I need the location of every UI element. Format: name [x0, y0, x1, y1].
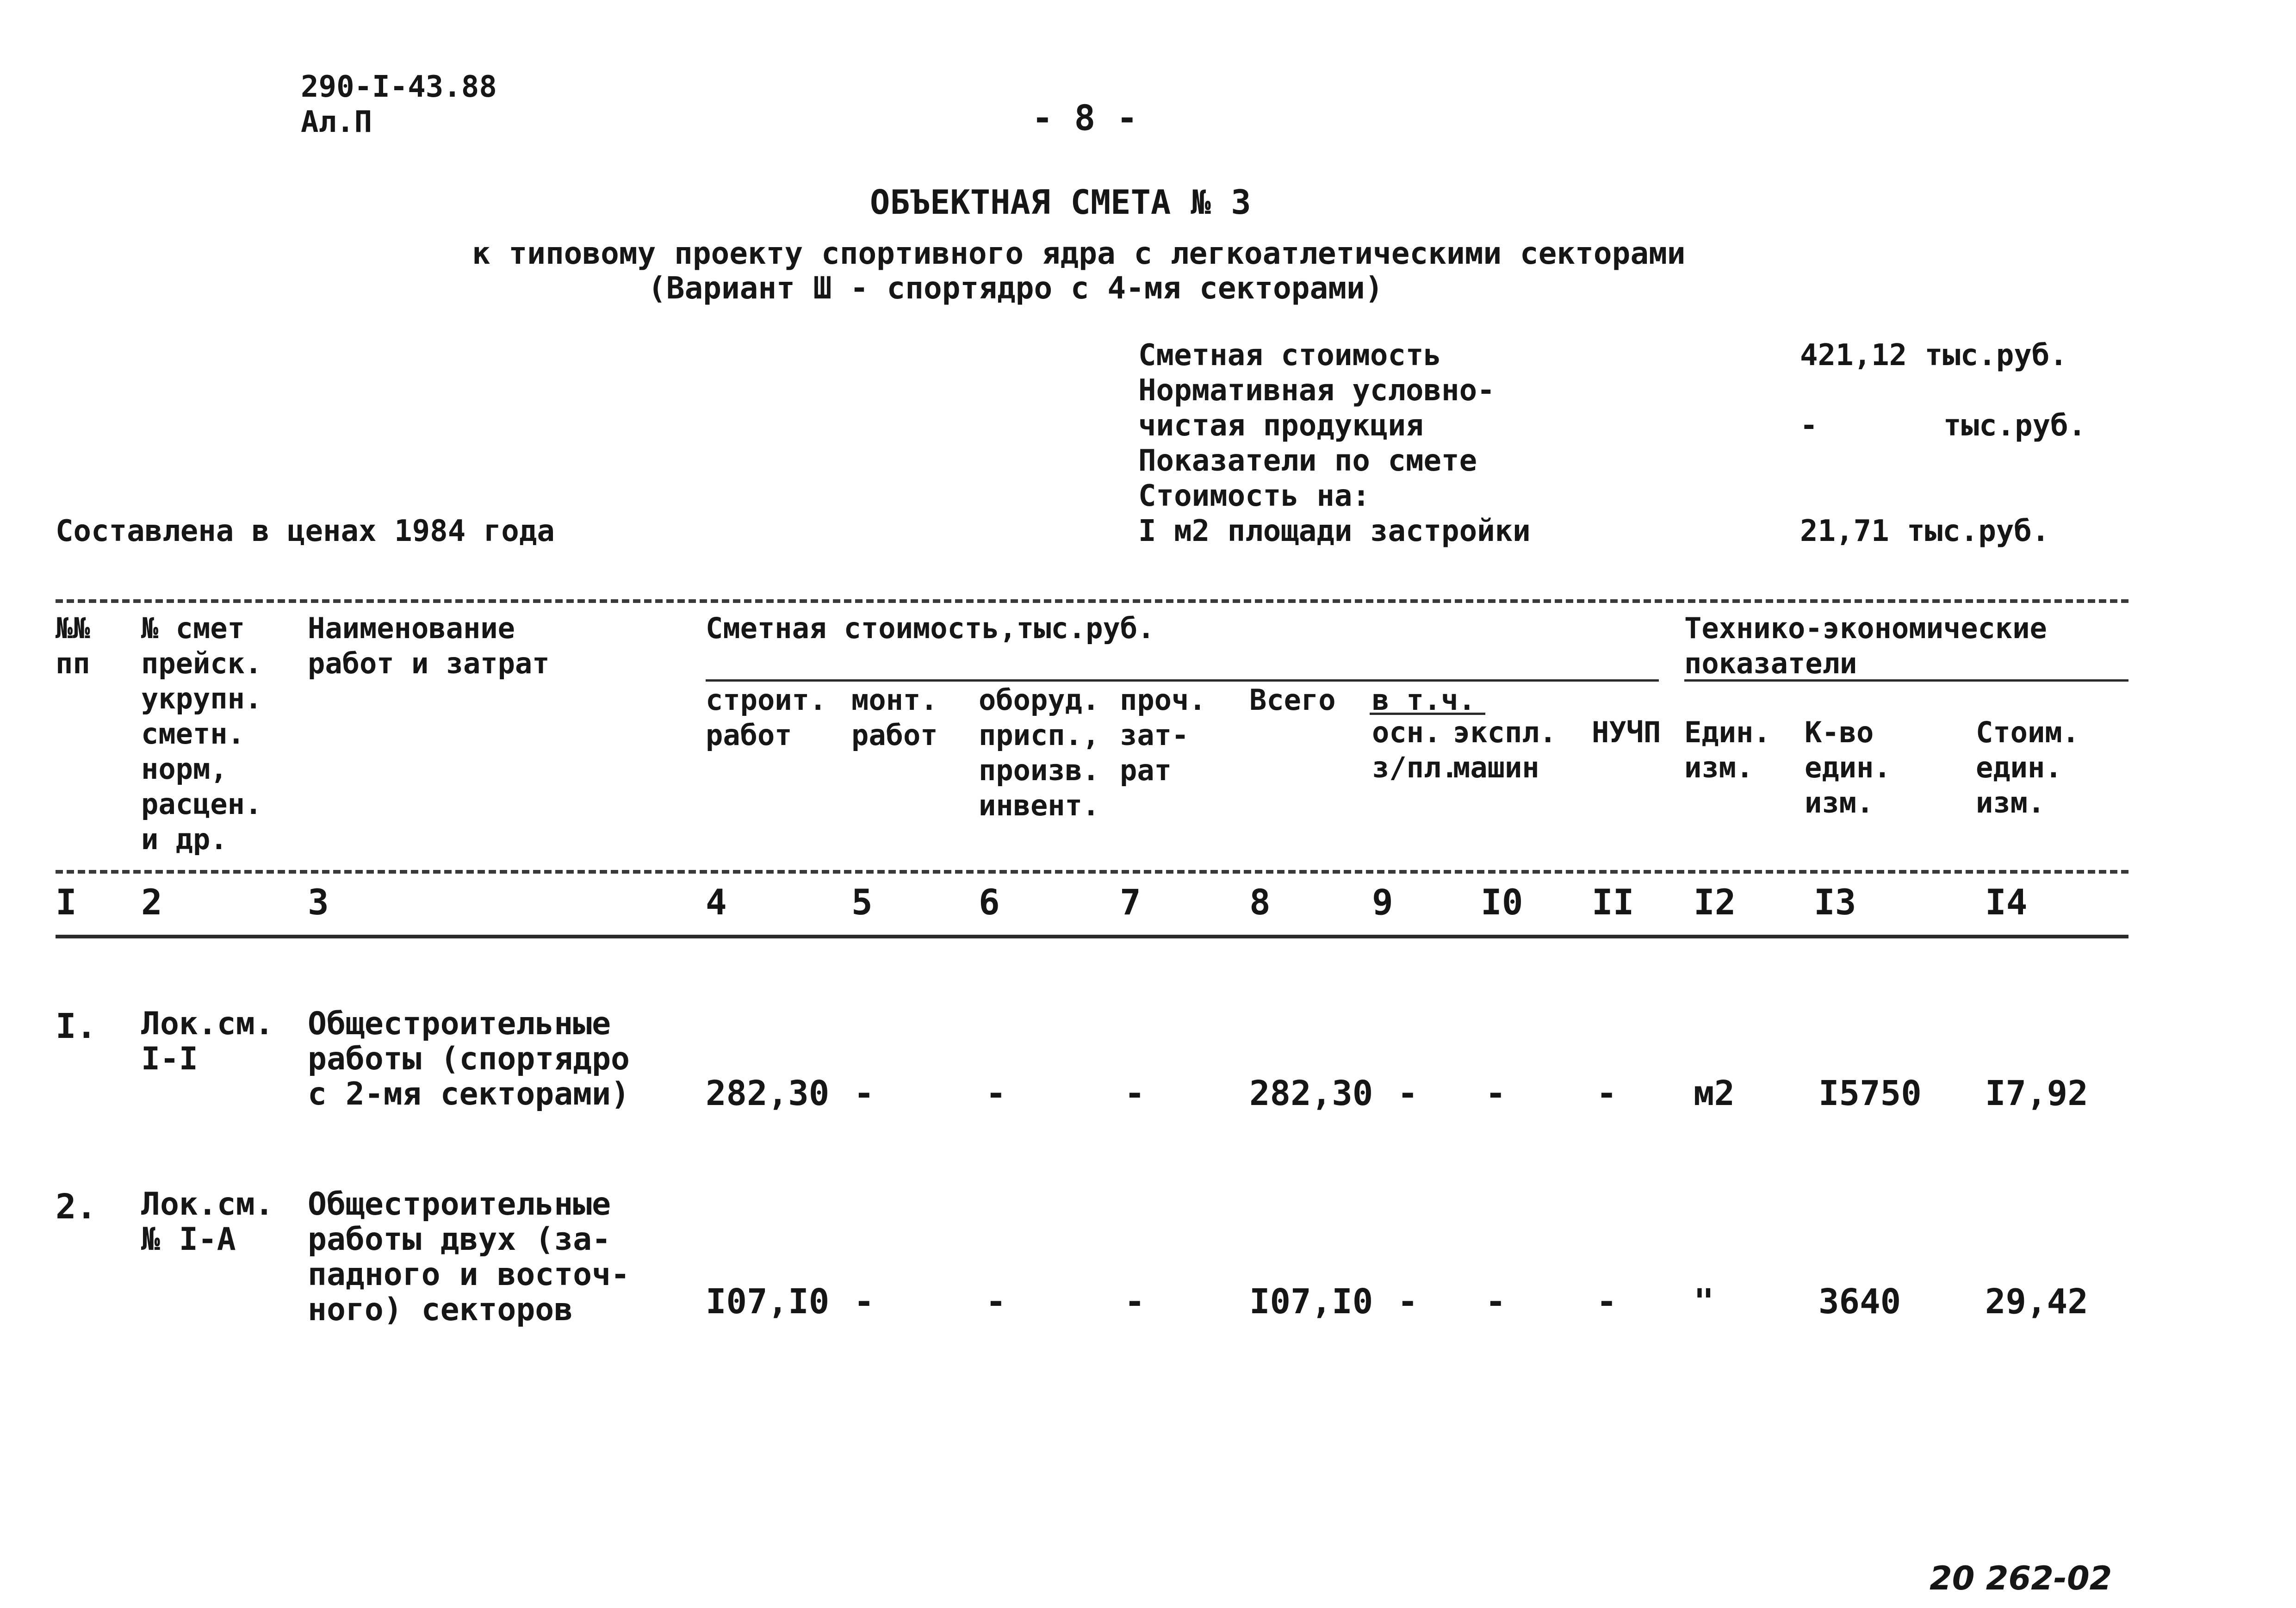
column-number: 3 [308, 882, 329, 923]
row1-installation: - [854, 1074, 875, 1113]
row2-unit: " [1694, 1282, 1714, 1322]
column-number: 2 [141, 882, 162, 923]
document-code-line1: 290-I-43.88 [301, 70, 497, 104]
row1-quantity: I5750 [1818, 1074, 1922, 1113]
header-col-nuchp: НУЧП [1592, 715, 1661, 749]
row1-total: 282,30 [1249, 1074, 1373, 1113]
row1-ref: Лок.см. I-I [141, 1006, 274, 1077]
header-col-installation: монт. работ [851, 683, 938, 752]
table-top-rule [56, 599, 2128, 603]
row2-total: I07,I0 [1249, 1282, 1373, 1322]
row1-nuchp: - [1596, 1074, 1617, 1113]
header-col-ref: № смет прейск. укрупн. сметн. норм, расцен. и др. [141, 611, 262, 856]
row2-equipment: - [986, 1282, 1006, 1322]
header-col-total: Всего [1249, 683, 1336, 717]
column-number: II [1592, 882, 1634, 923]
column-number: I [56, 882, 77, 923]
prices-note: Составлена в ценах 1984 года [56, 514, 555, 548]
header-col-no: №№ пп [56, 611, 90, 680]
column-number: I3 [1814, 882, 1856, 923]
header-col-construction: строит. работ [706, 683, 827, 752]
header-col-other: проч. зат- рат [1120, 683, 1206, 787]
column-number: I4 [1985, 882, 2028, 923]
net-product-unit: тыс.руб. [1943, 409, 2086, 443]
estimate-subtitle-line1: к типовому проекту спортивного ядра с легкоатлетическими секторами [472, 236, 1686, 271]
row1-unit: м2 [1694, 1074, 1735, 1113]
row2-quantity: 3640 [1818, 1282, 1901, 1322]
header-col-unit-cost: Стоим. един. изм. [1976, 715, 2079, 820]
column-number: I0 [1481, 882, 1523, 923]
header-col-machines: экспл. машин [1453, 715, 1557, 784]
estimated-cost-value: 421,12 тыс.руб. [1800, 338, 2067, 373]
header-col-base-wages: осн. з/пл. [1372, 715, 1458, 784]
row2-installation: - [854, 1282, 875, 1322]
row1-other: - [1124, 1074, 1145, 1113]
header-bottom-rule [56, 870, 2128, 874]
column-numbers-rule [56, 935, 2128, 938]
row2-ref: Лок.см. № I-А [141, 1186, 274, 1258]
estimate-title: ОБЪЕКТНАЯ СМЕТА № 3 [870, 183, 1251, 222]
archive-stamp: 20 262-02 [1930, 1559, 2112, 1597]
row2-no: 2. [56, 1187, 97, 1227]
summary-labels: Сметная стоимость Нормативная условно- чистая продукция Показатели по смете Стоимость на: I м2 площади застройки [1138, 338, 1531, 548]
column-number: 7 [1120, 882, 1141, 923]
row2-base-wages: - [1397, 1282, 1418, 1322]
estimate-subtitle-line2: (Вариант Ш - спортядро с 4-мя секторами) [648, 270, 1384, 306]
column-number: I2 [1694, 882, 1736, 923]
header-group-cost: Сметная стоимость,тыс.руб. [706, 611, 1155, 645]
row2-name: Общестроительные работы двух (за- падного и восточ- ного) секторов [308, 1186, 630, 1328]
page-number: - 8 - [1032, 97, 1138, 138]
row1-base-wages: - [1397, 1074, 1418, 1113]
column-number: 9 [1372, 882, 1393, 923]
document-code [301, 69, 497, 140]
row1-name: Общестроительные работы (спортядро с 2-мя секторами) [308, 1006, 630, 1112]
cost-per-m2-value: 21,71 тыс.руб. [1800, 514, 2050, 548]
row1-machines: - [1485, 1074, 1506, 1113]
row1-equipment: - [986, 1074, 1006, 1113]
column-number: 4 [706, 882, 727, 923]
column-number: 5 [851, 882, 873, 923]
header-col-quantity: К-во един. изм. [1805, 715, 1891, 820]
column-number: 8 [1249, 882, 1271, 923]
header-group-tech: Технико-экономические показатели [1684, 611, 2047, 680]
document-code-line2: Ал.П [301, 105, 372, 139]
row1-construction: 282,30 [706, 1074, 830, 1113]
header-col-name: Наименование работ и затрат [308, 611, 550, 680]
row2-nuchp: - [1596, 1282, 1617, 1322]
row1-unit-cost: I7,92 [1985, 1074, 2088, 1113]
row2-construction: I07,I0 [706, 1282, 830, 1322]
header-incl: в т.ч. [1372, 683, 1476, 717]
header-col-equipment: оборуд. присп., произв. инвент. [979, 683, 1100, 822]
header-col-unit: Един. изм. [1684, 715, 1771, 784]
row1-no: I. [56, 1006, 97, 1046]
row2-other: - [1124, 1282, 1145, 1322]
net-product-dash: - [1800, 409, 1818, 443]
column-number: 6 [979, 882, 1000, 923]
row2-unit-cost: 29,42 [1985, 1282, 2088, 1322]
row2-machines: - [1485, 1282, 1506, 1322]
cost-group-rule [706, 679, 1659, 682]
